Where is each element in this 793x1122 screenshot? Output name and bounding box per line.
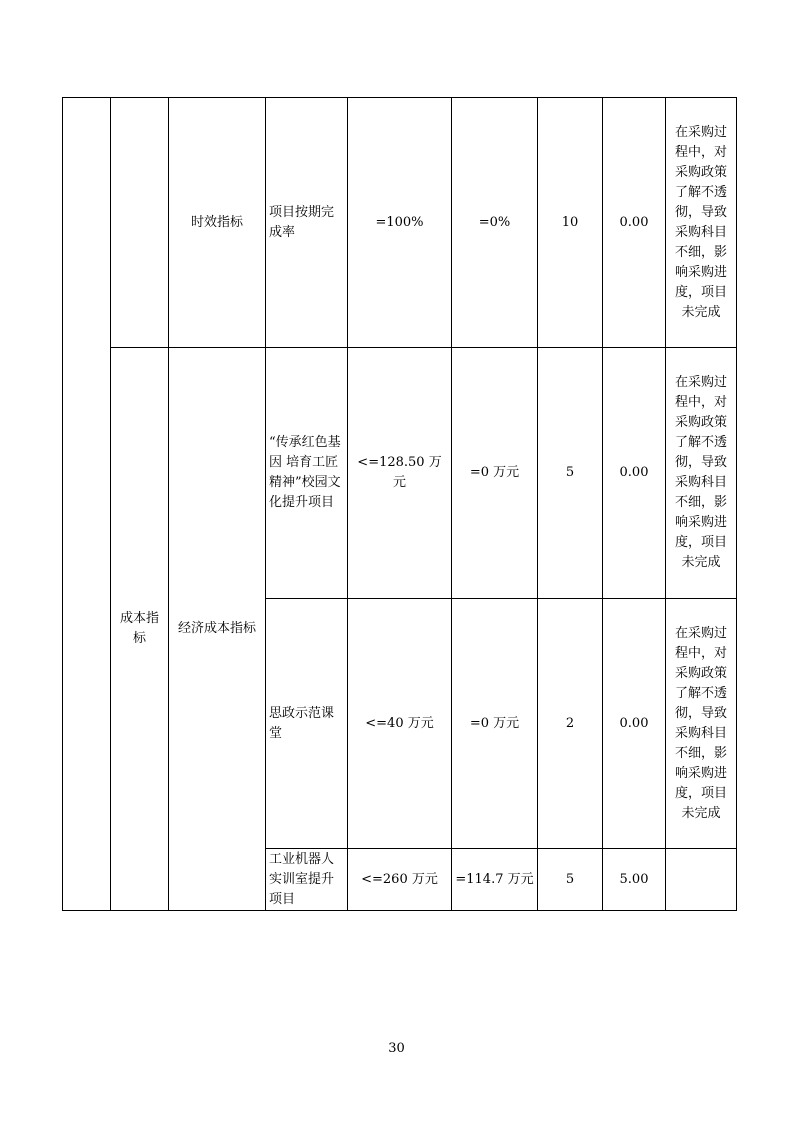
actual-value-cell: =114.7 万元 (452, 849, 538, 911)
actual-value-cell: =0 万元 (452, 348, 538, 599)
secondary-indicator-timeliness: 时效指标 (169, 98, 266, 348)
deviation-reason-cell (666, 849, 737, 911)
page-number: 30 (388, 1041, 405, 1056)
first-level-indicator-cell (63, 98, 111, 911)
target-value-cell: <=40 万元 (348, 599, 452, 849)
target-value-cell: <=128.50 万元 (348, 348, 452, 599)
tertiary-indicator-ideology-classroom: 思政示范课堂 (266, 599, 348, 849)
secondary-indicator-economic-cost: 经济成本指标 (169, 348, 266, 911)
primary-indicator-cell (111, 98, 169, 348)
primary-indicator-cost: 成本指标 (111, 348, 169, 911)
target-value-cell: =100% (348, 98, 452, 348)
score-cell: 5.00 (603, 849, 666, 911)
weight-cell: 5 (538, 849, 603, 911)
actual-value-cell: =0% (452, 98, 538, 348)
performance-indicator-table (62, 97, 737, 911)
deviation-reason-cell: 在采购过程中，对采购政策了解不透彻，导致采购科目不细，影响采购进度，项目未完成 (666, 98, 737, 348)
tertiary-indicator-culture-project: “传承红色基因 培育工匠精神”校园文化提升项目 (266, 348, 348, 599)
score-cell: 0.00 (603, 599, 666, 849)
actual-value-cell: =0 万元 (452, 599, 538, 849)
tertiary-indicator-robot-lab: 工业机器人实训室提升项目 (266, 849, 348, 911)
weight-cell: 10 (538, 98, 603, 348)
weight-cell: 2 (538, 599, 603, 849)
table-row-timeliness (63, 98, 737, 348)
deviation-reason-cell: 在采购过程中，对采购政策了解不透彻，导致采购科目不细，影响采购进度，项目未完成 (666, 599, 737, 849)
deviation-reason-cell: 在采购过程中，对采购政策了解不透彻，导致采购科目不细，影响采购进度，项目未完成 (666, 348, 737, 599)
score-cell: 0.00 (603, 348, 666, 599)
table-row-cost-culture-project (63, 348, 737, 599)
score-cell: 0.00 (603, 98, 666, 348)
target-value-cell: <=260 万元 (348, 849, 452, 911)
weight-cell: 5 (538, 348, 603, 599)
tertiary-indicator-completion-rate: 项目按期完成率 (266, 98, 348, 348)
